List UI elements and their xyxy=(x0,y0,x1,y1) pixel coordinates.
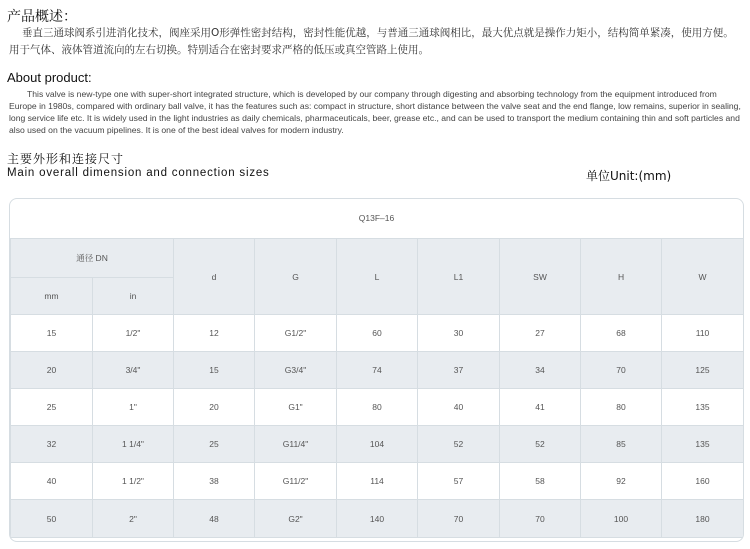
cell-g: G1/2" xyxy=(255,315,337,352)
cell-l1: 70 xyxy=(418,500,500,538)
cell-g: G11/2" xyxy=(255,463,337,500)
cell-w: 135 xyxy=(662,426,744,463)
table-row xyxy=(11,463,744,500)
cell-h: 70 xyxy=(581,352,662,389)
cell-w: 125 xyxy=(662,352,744,389)
header-h: H xyxy=(581,239,662,315)
cell-dn-in: 1 1/4" xyxy=(93,426,174,463)
cell-l: 60 xyxy=(337,315,418,352)
cell-h: 100 xyxy=(581,500,662,538)
subheader-mm: mm xyxy=(11,278,93,315)
dimension-grid xyxy=(10,238,744,538)
header-l: L xyxy=(337,239,418,315)
cell-h: 80 xyxy=(581,389,662,426)
cell-dn-mm: 20 xyxy=(11,352,93,389)
cell-d: 20 xyxy=(174,389,255,426)
cell-d: 12 xyxy=(174,315,255,352)
cell-l1: 40 xyxy=(418,389,500,426)
cell-l1: 37 xyxy=(418,352,500,389)
cell-l: 114 xyxy=(337,463,418,500)
cell-dn-mm: 25 xyxy=(11,389,93,426)
cell-l: 104 xyxy=(337,426,418,463)
cell-dn-in: 2" xyxy=(93,500,174,538)
product-overview-text-cn: 垂直三通球阀系引进消化技术，阀座采用O形弹性密封结构，密封性能优越，与普通三通球阀相比，最大优点就是操作力矩小，结构简单紧凑，使用方便。用于气体、液体管道流向的左右切换。特别适合在密封要求严格的低压或真空管路上使用。 xyxy=(9,27,734,56)
table-row xyxy=(11,389,744,426)
cell-dn-mm: 15 xyxy=(11,315,93,352)
cell-l1: 30 xyxy=(418,315,500,352)
cell-l: 140 xyxy=(337,500,418,538)
header-d: d xyxy=(174,239,255,315)
cell-g: G3/4" xyxy=(255,352,337,389)
product-overview-text-en: This valve is new-type one with super-short integrated structure, which is developed by our company through digesting and absorbing technology from the equipment introduced from Europe in 1980s, compared with ordinary ball valve, it has the features such as: compact in structure, short distance between the valve seat and the end flange, low remains, superior in sealing, long service life etc. It is widely used in the light industries as daily chemicals, pharmaceuticals, beer, grease etc., and can be used to transport the medium containing thin and soft particles and also used on the vacuum pipelines. It is one of the best ideal valves for modern industry. xyxy=(9,89,741,135)
product-overview-title-en: About product: xyxy=(7,70,92,85)
header-w: W xyxy=(662,239,744,315)
cell-h: 68 xyxy=(581,315,662,352)
table-row xyxy=(11,500,744,538)
cell-d: 25 xyxy=(174,426,255,463)
cell-sw: 58 xyxy=(500,463,581,500)
cell-l1: 52 xyxy=(418,426,500,463)
cell-w: 160 xyxy=(662,463,744,500)
cell-l: 74 xyxy=(337,352,418,389)
dimensions-title-en: Main overall dimension and connection sizes xyxy=(7,167,270,179)
cell-w: 135 xyxy=(662,389,744,426)
cell-g: G1" xyxy=(255,389,337,426)
cell-g: G2" xyxy=(255,500,337,538)
cell-d: 48 xyxy=(174,500,255,538)
cell-sw: 52 xyxy=(500,426,581,463)
cell-h: 92 xyxy=(581,463,662,500)
cell-w: 110 xyxy=(662,315,744,352)
cell-w: 180 xyxy=(662,500,744,538)
dimensions-title-cn: 主要外形和连接尺寸 xyxy=(7,152,125,166)
subheader-in: in xyxy=(93,278,174,315)
cell-l1: 57 xyxy=(418,463,500,500)
cell-sw: 70 xyxy=(500,500,581,538)
header-g: G xyxy=(255,239,337,315)
cell-dn-in: 1" xyxy=(93,389,174,426)
table-row xyxy=(11,315,744,352)
header-l1: L1 xyxy=(418,239,500,315)
dimension-table xyxy=(9,198,744,542)
cell-l: 80 xyxy=(337,389,418,426)
cell-h: 85 xyxy=(581,426,662,463)
cell-g: G11/4" xyxy=(255,426,337,463)
table-row xyxy=(11,426,744,463)
product-overview-title-cn: 产品概述： xyxy=(7,9,77,25)
cell-sw: 41 xyxy=(500,389,581,426)
table-row xyxy=(11,352,744,389)
cell-dn-mm: 40 xyxy=(11,463,93,500)
cell-d: 38 xyxy=(174,463,255,500)
unit-label: 单位Unit:(mm) xyxy=(586,169,672,183)
cell-dn-in: 1 1/2" xyxy=(93,463,174,500)
cell-dn-mm: 50 xyxy=(11,500,93,538)
header-sw: SW xyxy=(500,239,581,315)
dn-header: 通径 DN xyxy=(11,239,174,278)
cell-dn-mm: 32 xyxy=(11,426,93,463)
cell-dn-in: 3/4" xyxy=(93,352,174,389)
model-number: Q13F–16 xyxy=(358,213,395,223)
cell-dn-in: 1/2" xyxy=(93,315,174,352)
cell-sw: 27 xyxy=(500,315,581,352)
cell-sw: 34 xyxy=(500,352,581,389)
cell-d: 15 xyxy=(174,352,255,389)
